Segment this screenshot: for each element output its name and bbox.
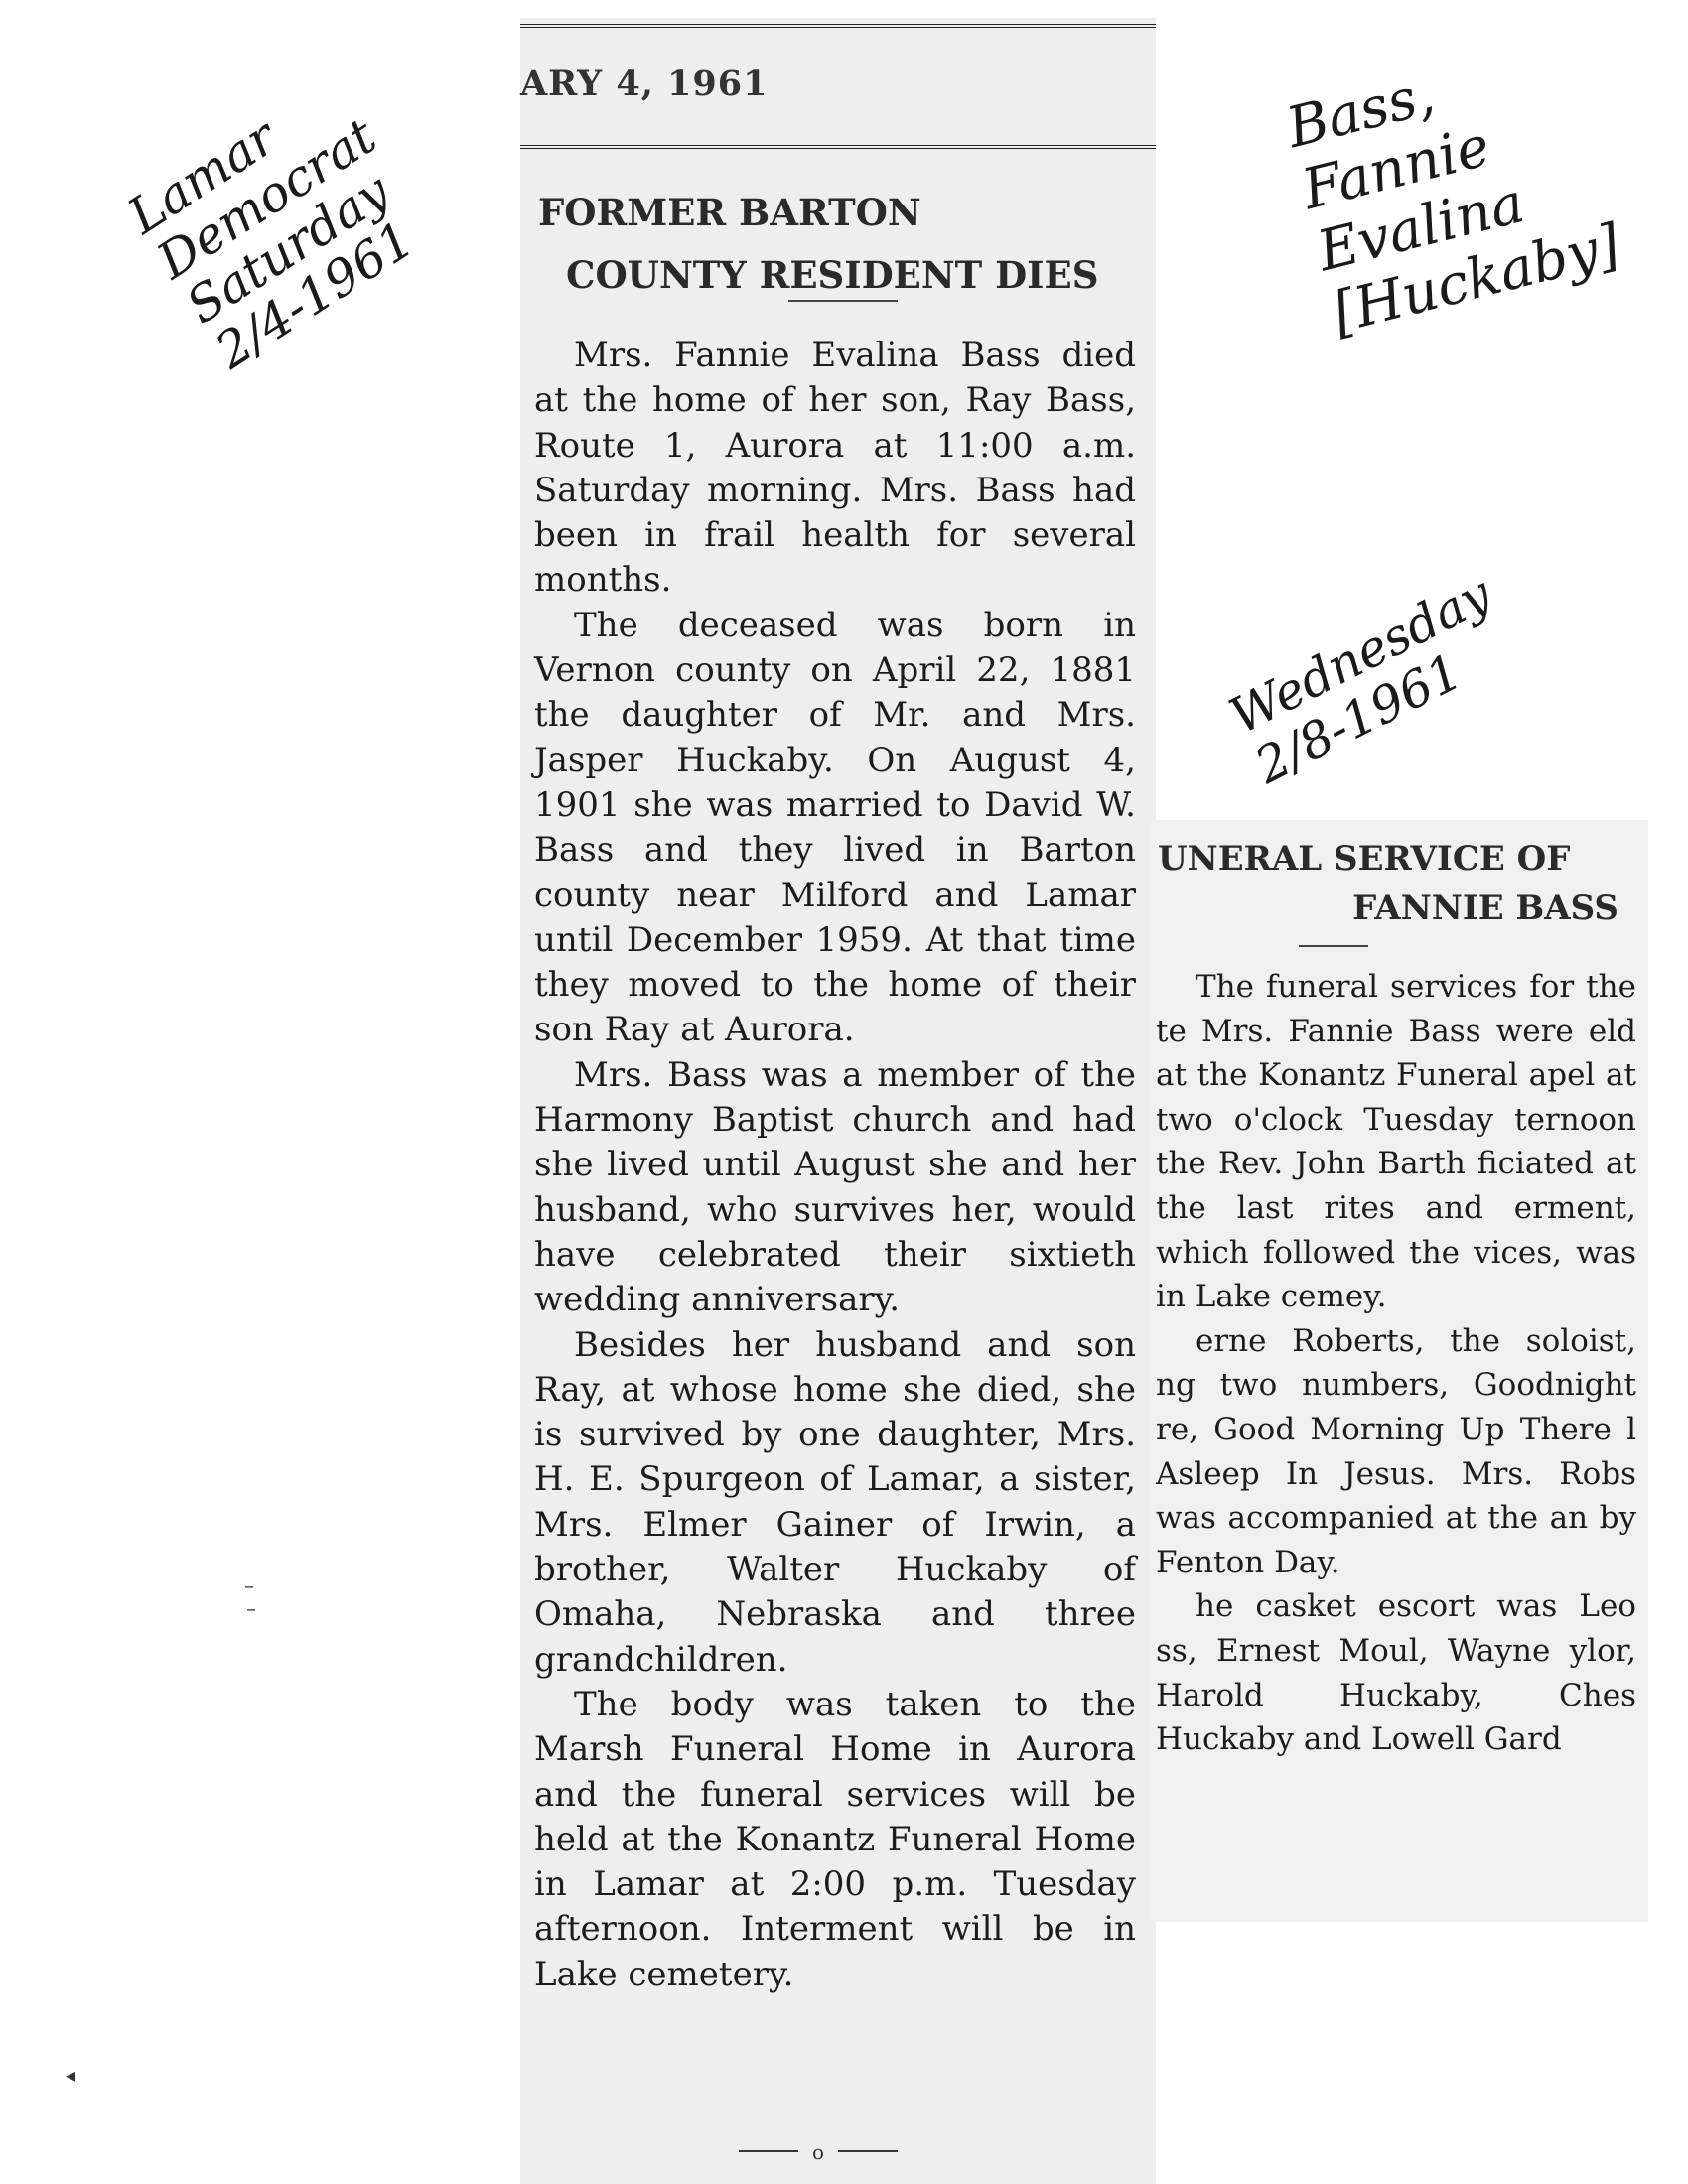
scan-mark: ◂ xyxy=(66,2063,76,2087)
headline-line2: FANNIE BASS xyxy=(1352,888,1618,928)
funeral-headline xyxy=(1158,834,1624,933)
headline-divider xyxy=(1299,945,1368,947)
end-mark: o xyxy=(739,2140,898,2160)
obituary-clipping xyxy=(520,18,1156,2184)
paragraph: Mrs. Bass was a member of the Harmony Baptist church and had she lived until August she and her husband, who survives her, would have celebrated their sixtieth wedding anniversary. xyxy=(534,1054,1136,1320)
headline-line1: UNERAL SERVICE OF xyxy=(1158,839,1571,879)
paragraph: The deceased was born in Vernon county on April 22, 1881 the daughter of Mr. and Mrs. Jasper Huckaby. On August 4, 1901 she was married to David W. Bass and they lived in Barton county near Milford and Lamar until December 1959. At that time they moved to the home of their son Ray at Aurora. xyxy=(534,605,1136,1050)
handwritten-note-date: Wednesday 2/8-1961 xyxy=(1220,565,1501,795)
dateline: ARY 4, 1961 xyxy=(520,64,769,104)
dateline-rule xyxy=(520,145,1156,149)
headline-divider xyxy=(788,300,898,302)
handwritten-note-name: Bass, Fannie Evalina [Huckaby] xyxy=(1280,62,1626,346)
funeral-service-clipping xyxy=(1150,820,1648,1922)
scan-mark: – xyxy=(246,1596,256,1620)
paragraph: The body was taken to the Marsh Funeral Home in Aurora and the funeral services will be held at the Konantz Funeral Home in Lamar at 2:00 p.m. Tuesday afternoon. Interment will be in Lake cemetery. xyxy=(534,1684,1136,1994)
paragraph: he casket escort was Leo ss, Ernest Moul, Wayne ylor, Harold Huckaby, Ches Huckaby and Lowell Gard xyxy=(1156,1588,1636,1758)
paragraph: Mrs. Fannie Evalina Bass died at the home of her son, Ray Bass, Route 1, Aurora at 11:00 a.m. Saturday morning. Mrs. Bass had been in frail health for several months. xyxy=(534,336,1136,601)
scan-mark: – xyxy=(244,1573,254,1597)
obituary-headline xyxy=(538,182,1134,307)
paragraph: Besides her husband and son Ray, at whose home she died, she is survived by one daughter, Mrs. H. E. Spurgeon of Lamar, a sister, Mrs. Elmer Gainer of Irwin, a brother, Walter Huckaby of Omaha, Nebraska and three grandchildren. xyxy=(534,1324,1136,1680)
top-rule xyxy=(520,24,1156,28)
funeral-body xyxy=(1156,965,1636,1762)
handwritten-note-source: Lamar Democrat Saturday 2/4-1961 xyxy=(117,106,425,380)
headline-line2: COUNTY RESIDENT DIES xyxy=(566,253,1099,297)
paragraph: The funeral services for the te Mrs. Fannie Bass were eld at the Konantz Funeral apel at two o'clock Tuesday ternoon the Rev. John Barth ficiated at the last rites and erment, which followed the vices, was in Lake cemey. xyxy=(1156,969,1636,1315)
headline-line1: FORMER BARTON xyxy=(538,191,921,234)
obituary-body xyxy=(534,334,1136,1997)
paragraph: erne Roberts, the soloist, ng two numbers, Goodnight re, Good Morning Up There l Asleep In Jesus. Mrs. Robs was accompanied at the an by Fenton Day. xyxy=(1156,1322,1636,1580)
